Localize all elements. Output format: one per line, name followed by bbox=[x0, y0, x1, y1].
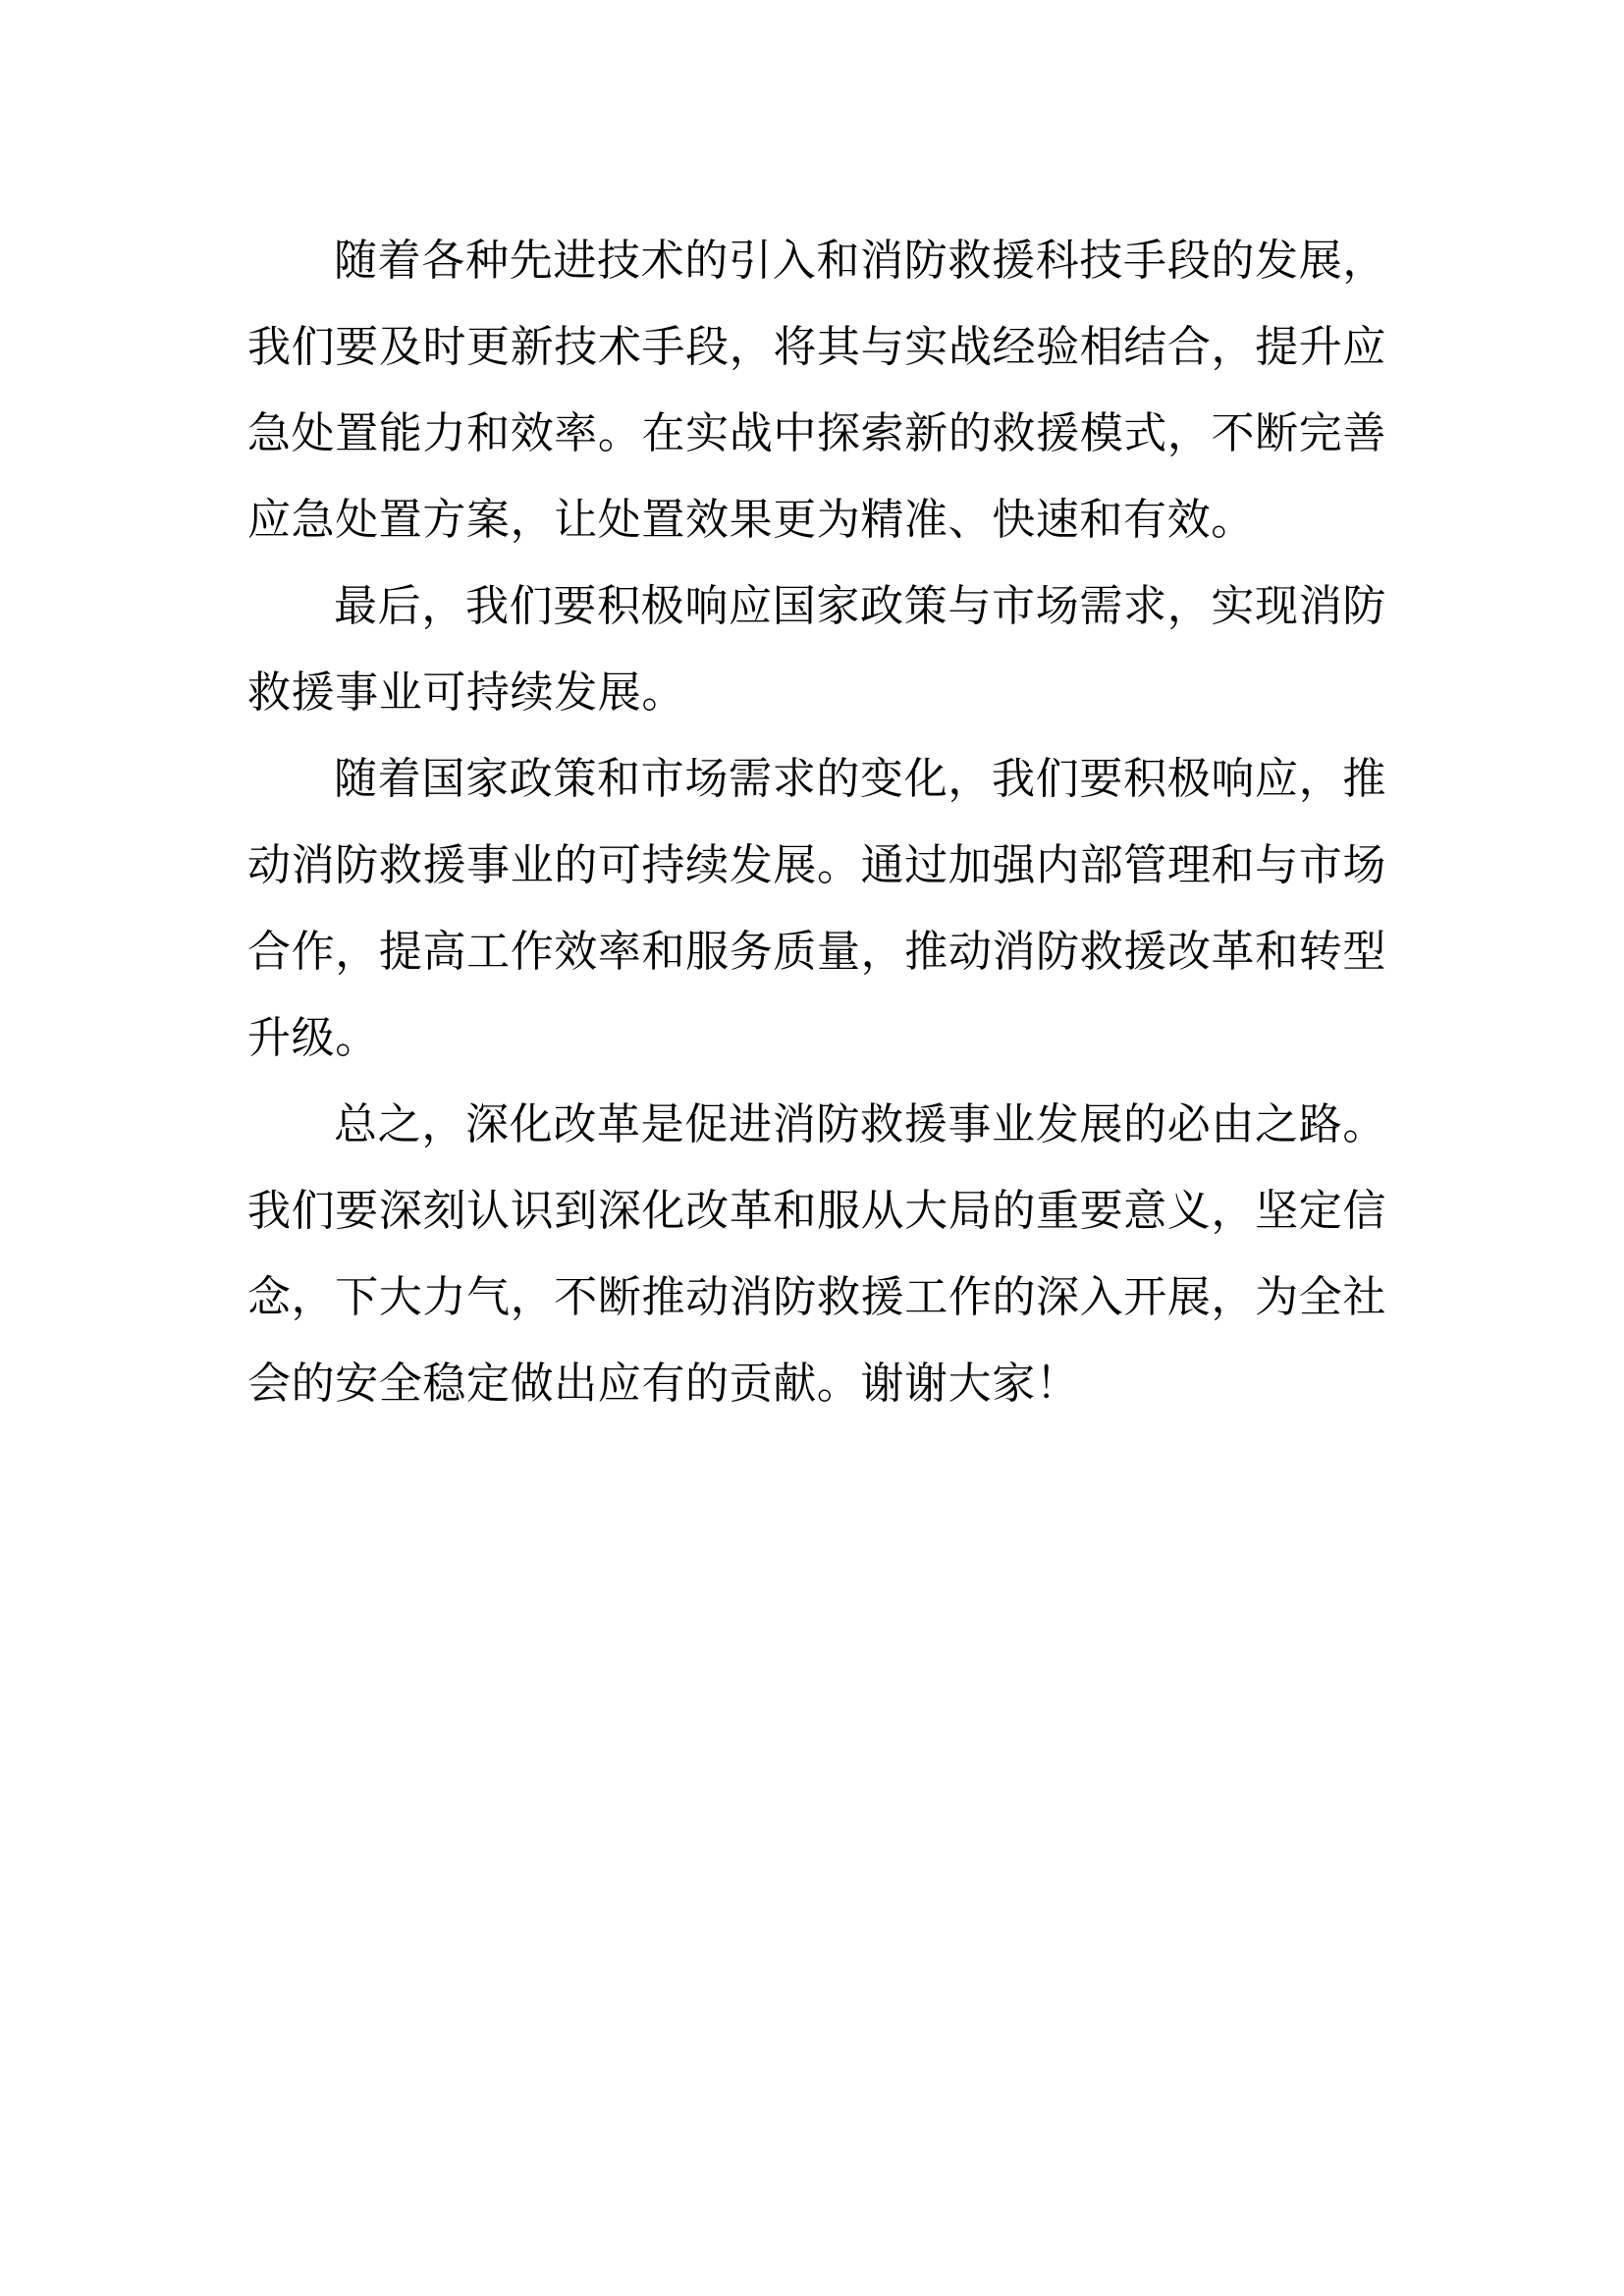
paragraph-tech-advancement: 随着各种先进技术的引入和消防救援科技手段的发展，我们要及时更新技术手段，将其与实战经验相结合，提升应急处置能力和效率。在实战中探索新的救援模式，不断完善应急处置方案，让处置效果更为精准、快速和有效。 bbox=[247, 236, 1386, 545]
document-body bbox=[247, 218, 1386, 1427]
paragraph-sustainable-development: 随着国家政策和市场需求的变化，我们要积极响应，推动消防救援事业的可持续发展。通过加强内部管理和与市场合作，提高工作效率和服务质量，推动消防救援改革和转型升级。 bbox=[247, 754, 1386, 1063]
paragraph-conclusion: 总之，深化改革是促进消防救援事业发展的必由之路。我们要深刻认识到深化改革和服从大局的重要意义，坚定信念，下大力气，不断推动消防救援工作的深入开展，为全社会的安全稳定做出应有的贡献。谢谢大家！ bbox=[247, 1099, 1386, 1409]
paragraph-policy-response: 最后，我们要积极响应国家政策与市场需求，实现消防救援事业可持续发展。 bbox=[247, 581, 1386, 718]
